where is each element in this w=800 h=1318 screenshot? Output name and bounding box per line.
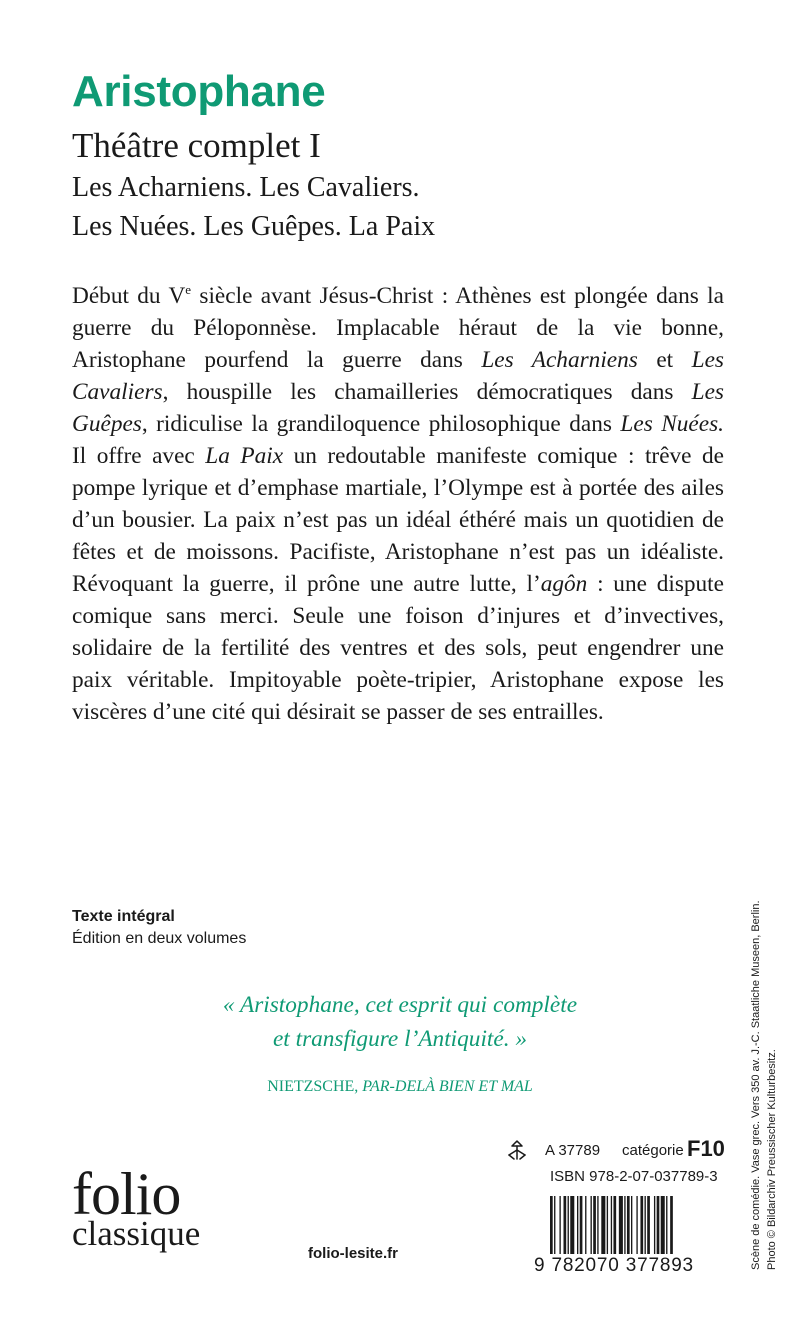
barcode-bar xyxy=(627,1196,630,1254)
blurb-work-title: Les Acharniens xyxy=(481,347,638,373)
blurb-text: Début du V xyxy=(72,283,186,309)
blurb-paragraph xyxy=(72,280,724,728)
barcode-bar xyxy=(645,1196,646,1254)
barcode xyxy=(548,1196,720,1254)
barcode-bar xyxy=(640,1196,643,1254)
barcode-bar xyxy=(619,1196,623,1254)
publisher-website[interactable]: folio-lesite.fr xyxy=(308,1245,399,1262)
category-value: F10 xyxy=(687,1136,725,1161)
blurb-work-title: Les Nuées. xyxy=(620,411,725,437)
quote-source xyxy=(150,1078,650,1096)
logo-folio: folio xyxy=(72,1161,181,1227)
credit-line: Scène de comédie. Vase grec. Vers 350 av. J.-C. Staatliche Museen, Berlin. xyxy=(750,900,762,1270)
barcode-bar xyxy=(657,1196,660,1254)
blurb-text: : une dispute comique sans merci. Seule une foison d’injures et d’invectives, solidaire de la fertilité des ventres et des sols, peut engendrer une paix véritable. Impitoyable poète-tripier, Aristophane expose les viscères d’une cité qui désirait se passer de ses entrailles. xyxy=(72,571,724,725)
edition-label: Texte intégral xyxy=(72,908,175,925)
barcode-bar xyxy=(591,1196,592,1254)
barcode-bar xyxy=(624,1196,625,1254)
tree-price-icon xyxy=(505,1139,529,1161)
folio-classique-logo xyxy=(72,1161,201,1253)
quote-line: et transfigure l’Antiquité. » xyxy=(272,1026,528,1052)
epigraph-quote xyxy=(150,988,650,1056)
barcode-bar xyxy=(550,1196,553,1254)
product-code: A 37789 xyxy=(545,1142,601,1159)
barcode-bar xyxy=(613,1196,616,1254)
quote-source-author: NIETZSCHE, xyxy=(267,1078,359,1095)
barcode-bar xyxy=(597,1196,598,1254)
barcode-bar xyxy=(607,1196,608,1254)
barcode-bar xyxy=(570,1196,574,1254)
barcode-bar xyxy=(580,1196,583,1254)
blurb-term: agôn xyxy=(540,571,588,597)
isbn-number: ISBN 978-2-07-037789-3 xyxy=(550,1168,718,1185)
barcode-bar xyxy=(631,1196,632,1254)
blurb-superscript: e xyxy=(185,282,192,297)
barcode-bar xyxy=(593,1196,596,1254)
blurb-text: et xyxy=(637,347,692,373)
barcode-bar xyxy=(585,1196,586,1254)
blurb-text: siècle avant Jésus-Christ : Athènes est plongée dans la guerre du Péloponnèse. Implacable héraut de la vie bonne, Aristophane pourfend la guerre dans xyxy=(72,283,724,373)
quote-source-work: PAR-DELÀ BIEN ET MAL xyxy=(362,1078,533,1095)
barcode-bar xyxy=(559,1196,560,1254)
barcode-bar xyxy=(601,1196,605,1254)
quote-line: « Aristophane, cet esprit qui complète xyxy=(222,992,578,1018)
barcode-bar xyxy=(666,1196,667,1254)
photo-credit xyxy=(748,810,784,1270)
barcode-bar xyxy=(611,1196,612,1254)
blurb-text: Il offre avec xyxy=(72,443,206,469)
blurb-text: un redoutable manifeste comique : trêve de pompe lyrique et d’emphase martiale, l’Olympe est à portée des ailes d’un bousier. La paix n’est pas un idéal éthéré mais un quotidien de fêtes et de moissons. Pacifiste, Aristophane n’est pas un idéaliste. Révoquant la guerre, il prône une autre lutte, l’ xyxy=(72,443,725,597)
blurb-text: , ridiculise la grandiloquence philosophique dans xyxy=(141,411,621,437)
book-title: Théâtre complet I xyxy=(72,126,321,165)
subtitle-line: Les Nuées. Les Guêpes. La Paix xyxy=(72,211,436,242)
barcode-bar xyxy=(670,1196,673,1254)
barcode-bar xyxy=(577,1196,578,1254)
barcode-bar xyxy=(647,1196,650,1254)
barcode-bar xyxy=(564,1196,567,1254)
barcode-digits: 9 782070 377893 xyxy=(534,1255,694,1276)
price-code-row xyxy=(505,1136,725,1162)
edition-info xyxy=(72,906,246,950)
credit-line: Photo © Bildarchiv Preussischer Kulturbesitz. xyxy=(766,1049,778,1270)
category-label: catégorie xyxy=(622,1142,684,1159)
subtitle-line: Les Acharniens. Les Cavaliers. xyxy=(72,172,420,203)
logo-classique: classique xyxy=(72,1214,201,1253)
book-subtitle xyxy=(72,168,435,246)
author-name: Aristophane xyxy=(72,67,326,116)
barcode-bar xyxy=(661,1196,665,1254)
barcode-bar xyxy=(636,1196,637,1254)
barcode-bar xyxy=(568,1196,569,1254)
blurb-work-title: Les Guêpes xyxy=(72,379,724,437)
blurb-text: , houspille les chamailleries démocratiques dans xyxy=(162,379,692,405)
blurb-work-title: Les Cavaliers xyxy=(72,347,724,405)
blurb-work-title: La Paix xyxy=(205,443,284,469)
edition-note: Édition en deux volumes xyxy=(72,930,247,947)
barcode-bar xyxy=(554,1196,555,1254)
barcode-bar xyxy=(654,1196,655,1254)
